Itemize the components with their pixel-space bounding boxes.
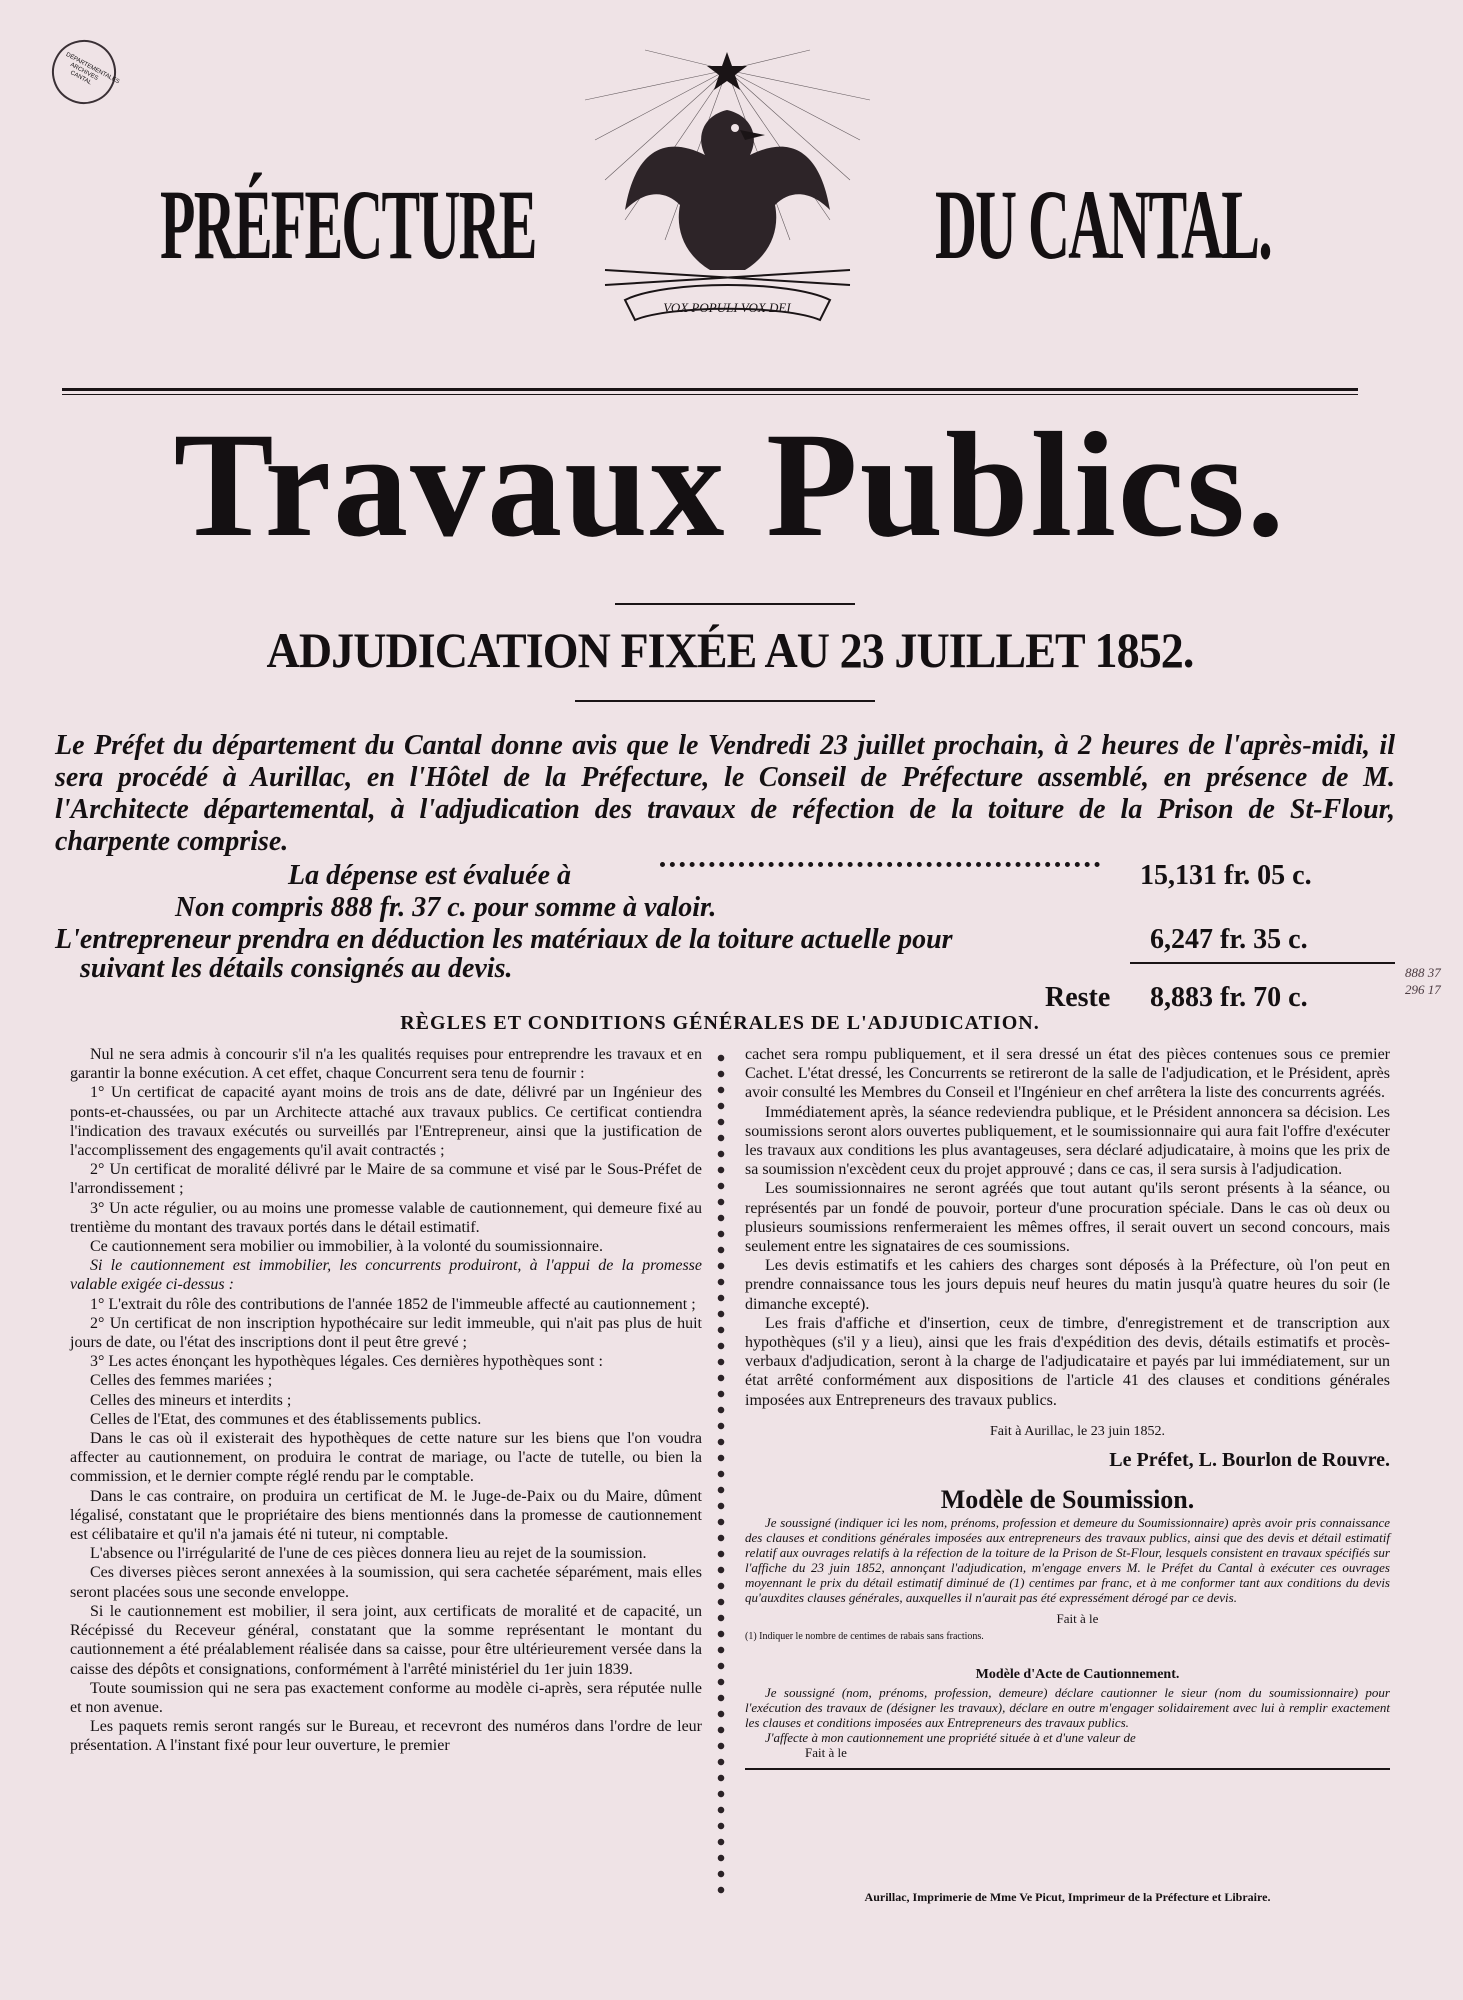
- depense-value: 15,131 fr. 05 c.: [1140, 860, 1312, 891]
- main-title: Travaux Publics.: [173, 402, 1287, 568]
- caution-text: Je soussigné (nom, prénoms, profession, demeure) déclare cautionner le sieur (nom du soumissionnaire) pour l'exécution des travaux de (désigner les travaux), déclare en outre m'engager solidairement avec lui à remplir exactement les clauses et conditions imposées aux Entrepreneurs des travaux publics.: [745, 1684, 1390, 1730]
- rule-paragraph: Immédiatement après, la séance redeviendra publique, et le Président annoncera sa décision. Les soumissions seront alors ouvertes publiquement, et le soumissionnaire qui aura fait l'offre d'exécuter les travaux aux conditions les plus avantageuses, sera déclaré adjudicataire, à moins que les prix de sa soumission n'excèdent ceux du projet approuvé ; dans ce cas, il sera sursis à l'adjudication.: [745, 1103, 1390, 1179]
- rule-paragraph: Celles des femmes mariées ;: [90, 1372, 273, 1390]
- rule-paragraph: cachet sera rompu publiquement, et il sera dressé un état des pièces contenues sous ce premier Cachet. L'état dressé, les Concurrents se retireront de la salle de l'adjudication, et le Président, après avoir consulté les Membres du Conseil et l'Ingénieur en chef arrêtera la liste des concurrents agréés.: [745, 1046, 1390, 1102]
- rule-paragraph: Si le cautionnement est mobilier, il sera joint, aux certificats de moralité et de capacité, un Récépissé du Receveur général, constatant que la somme représentant le montant du cautionnement a été préalablement réalisée dans sa caisse, pour être ultérieurement versée dans la caisse des dépôts et consignations, conformément à l'arrêté ministériel du 1er juin 1839.: [70, 1602, 702, 1678]
- rules-right-column: [745, 1045, 1390, 1770]
- rule-paragraph: Dans le cas où il existerait des hypothèques de cette nature sur les biens que l'on voudra affecter au cautionnement, on produira le contrat de mariage, ou l'acte de tutelle, ou bien la commission, et le dernier compte réglé rendu par le comptable.: [70, 1430, 702, 1486]
- subtitle-underline: [575, 700, 875, 702]
- rule-paragraph: Toute soumission qui ne sera pas exactement conforme au modèle ci-après, sera réputée nulle et non avenue.: [70, 1679, 702, 1716]
- rule-paragraph: L'absence ou l'irrégularité de l'une de ces pièces donnera lieu au rejet de la soumission.: [90, 1545, 647, 1563]
- modele-soumission-text: Je soussigné (indiquer ici les nom, prénoms, profession et demeure du Soumissionnaire) après avoir pris connaissance des clauses et conditions générales imposées aux entrepreneurs des travaux publics, ainsi que des devis et détail estimatif relatif aux ouvrages relatifs à la réfection de la toiture de la Prison de St-Flour, lesquels consistent en travaux spécifiés sur l'affiche du 23 juin 1852, annonçant l'adjudication, m'engage envers M. le Préfet du Cantal à exécuter ces ouvrages moyennant le prix du détail estimatif diminué de (1) centimes par franc, et à me conformer tant aux conditions du devis qu'auxdites clauses générales, auxquelles il n'aurait pas été expressément dérogé par ce devis.: [745, 1515, 1390, 1606]
- rule-paragraph: Si le cautionnement est immobilier, les concurrents produiront, à l'appui de la promesse valable exigée ci-dessus :: [70, 1257, 702, 1294]
- header-rule-thin: [62, 394, 1358, 395]
- title-underline: [615, 603, 855, 605]
- modele-footnote: (1) Indiquer le nombre de centimes de rabais sans fractions.: [745, 1631, 984, 1643]
- rule-paragraph: Les frais d'affiche et d'insertion, ceux de timbre, d'enregistrement et de transcription aux hypothèques (s'il y a lieu), ainsi que les frais d'expédition des devis, détails estimatifs et procès-verbaux d'adjudication, seront à la charge de l'adjudicataire et payés par lui immédiatement, sur un état arrêté conformément aux dispositions de l'article 41 des clauses et conditions générales imposées aux Entrepreneurs des travaux publics.: [745, 1314, 1390, 1409]
- rule-paragraph: 2° Un certificat de moralité délivré par le Maire de sa commune et visé par le Sous-Préfet de l'arrondissement ;: [70, 1161, 702, 1198]
- rule-paragraph: 3° Les actes énonçant les hypothèques légales. Ces dernières hypothèques sont :: [90, 1353, 603, 1371]
- rule-paragraph: Ce cautionnement sera mobilier ou immobilier, à la volonté du soumissionnaire.: [90, 1238, 604, 1256]
- deduction-label-1: L'entrepreneur prendra en déduction les matériaux de la toiture actuelle pour: [55, 924, 953, 955]
- subtraction-rule: [1130, 962, 1395, 964]
- modele-soumission-title: Modèle de Soumission.: [940, 1485, 1195, 1515]
- rule-paragraph: 1° Un certificat de capacité ayant moins de trois ans de date, délivré par un Ingénieur des ponts-et-chaussées, ou par un Architecte attaché aux travaux publics. Ce certificat contiendra l'indication des travaux exécutés ou surveillés par l'Entrepreneur, ainsi que la justification de l'accomplissement des engagements qu'il avait contractés ;: [70, 1084, 702, 1160]
- fait-date: Fait à Aurillac, le 23 juin 1852.: [990, 1423, 1165, 1439]
- rule-paragraph: 2° Un certificat de non inscription hypothécaire sur ledit immeuble, qui n'ait pas plus de huit jours de date, ou l'état des inscriptions dont il peut être grevé ;: [70, 1314, 702, 1352]
- non-compris: Non compris 888 fr. 37 c. pour somme à valoir.: [175, 892, 717, 923]
- caution-fait: Fait à le: [805, 1744, 847, 1760]
- caution-text-2: J'affecte à mon cautionnement une propriété située à et d'une valeur de: [765, 1729, 1136, 1745]
- subtitle: ADJUDICATION FIXÉE AU 23 JUILLET 1852.: [266, 622, 1194, 678]
- rule-paragraph: Celles de l'Etat, des communes et des établissements publics.: [90, 1410, 482, 1428]
- eagle-emblem-icon: [565, 40, 890, 380]
- caution-title: Modèle d'Acte de Cautionnement.: [975, 1667, 1180, 1683]
- deduction-label-2: suivant les détails consignés au devis.: [80, 953, 513, 984]
- dotted-leader: [660, 862, 1100, 867]
- header-prefecture: PRÉFECTURE: [160, 169, 536, 280]
- header-rule: [62, 388, 1358, 391]
- rules-left-column: [70, 1045, 702, 1756]
- deduction-value: 6,247 fr. 35 c.: [1150, 924, 1308, 955]
- archive-stamp-text: DÉPARTEMENTALES ARCHIVES CANTAL: [64, 51, 121, 86]
- rule-paragraph: Les soumissionnaires ne seront agréés que tout autant qu'ils seront présents à la séance, ou représentés par un fondé de pouvoir, porteur d'une procuration spéciale. Dans le cas où deux ou plusieurs soumissions renfermeraient les mêmes offres, il serait ouvert un second concours, mais seulement entre les signataires de ces soumissions.: [745, 1180, 1390, 1256]
- rule-paragraph: Dans le cas contraire, on produira un certificat de M. le Juge-de-Paix ou du Maire, dûment légalisé, constatant que le propriétaire des biens mentionnés dans la promesse de cautionnement est célibataire et qu'il n'a jamais été ni tuteur, ni comptable.: [70, 1487, 702, 1544]
- rule-paragraph: 3° Un acte régulier, ou au moins une promesse valable de cautionnement, qui demeure fixé au trentième du montant des travaux portés dans le détail estimatif.: [70, 1199, 702, 1236]
- rule-paragraph: Les devis estimatifs et les cahiers des charges sont déposés à la Préfecture, où l'on peut en prendre connaissance tous les jours depuis neuf heures du matin jusqu'à quatre heures du soir (le dimanche excepté).: [745, 1257, 1390, 1313]
- margin-note-1: 888 37: [1405, 965, 1441, 980]
- header-du-cantal: DU CANTAL.: [935, 169, 1271, 280]
- depense-label: La dépense est évaluée à: [288, 860, 572, 891]
- modele-fait: Fait à le: [1056, 1611, 1099, 1627]
- rule-paragraph: 1° L'extrait du rôle des contributions de l'année 1852 de l'immeuble affecté au cautionnement ;: [90, 1295, 696, 1313]
- prefect-signature: Le Préfet, L. Bourlon de Rouvre.: [1109, 1449, 1390, 1472]
- rule-paragraph: Les paquets remis seront rangés sur le Bureau, et recevront des numéros dans l'ordre de leur présentation. A l'instant fixé pour leur ouverture, le premier: [70, 1718, 702, 1755]
- archive-stamp: [41, 29, 128, 116]
- margin-note-2: 296 17: [1405, 982, 1441, 997]
- printer-imprint: Aurillac, Imprimerie de Mme Ve Picut, Imprimeur de la Préfecture et Libraire.: [864, 1890, 1271, 1904]
- reste-label: Reste: [1045, 982, 1111, 1013]
- intro-paragraph: Le Préfet du département du Cantal donne avis que le Vendredi 23 juillet prochain, à 2 heures de l'après-midi, il sera procédé à Aurillac, en l'Hôtel de la Préfecture, le Conseil de Préfecture assemblé, en présence de M. l'Architecte départemental, à l'adjudication des travaux de réfection de la toiture de la Prison de St-Flour, charpente comprise.: [55, 730, 1395, 857]
- motto-text: VOX POPULI VOX DEI: [663, 300, 791, 315]
- column-divider-ornament: [713, 1050, 729, 1900]
- reste-value: 8,883 fr. 70 c.: [1150, 982, 1308, 1013]
- bottom-rule: [745, 1768, 1390, 1770]
- rule-paragraph: Nul ne sera admis à concourir s'il n'a les qualités requises pour entreprendre les travaux et en garantir la bonne exécution. A cet effet, chaque Concurrent sera tenu de fournir :: [70, 1046, 702, 1083]
- rules-heading: RÈGLES ET CONDITIONS GÉNÉRALES DE L'ADJUDICATION.: [400, 1012, 1040, 1034]
- rule-paragraph: Ces diverses pièces seront annexées à la soumission, qui sera cachetée séparément, mais elles seront placées sous une seconde enveloppe.: [70, 1564, 702, 1601]
- rule-paragraph: Celles des mineurs et interdits ;: [90, 1391, 292, 1409]
